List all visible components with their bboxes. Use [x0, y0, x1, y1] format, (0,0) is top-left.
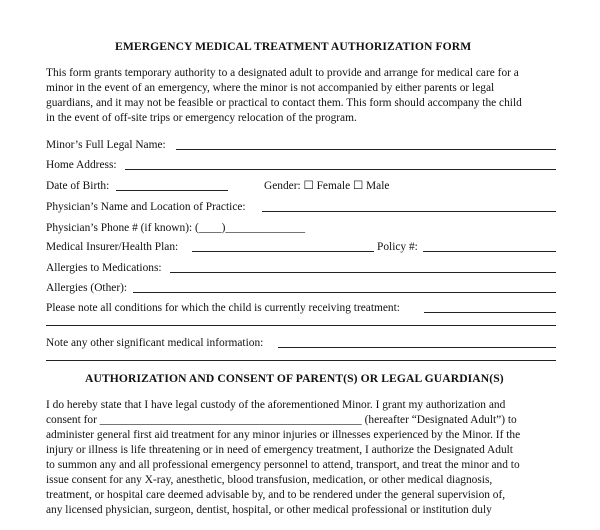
section-title: AUTHORIZATION AND CONSENT OF PARENT(S) OR LEGAL GUARDIAN(S) — [85, 372, 504, 385]
physician-name-label: Physician’s Name and Location of Practice: — [46, 201, 246, 213]
minor-name-line[interactable] — [176, 149, 556, 150]
home-address-label: Home Address: — [46, 159, 117, 171]
other-info-line-2[interactable] — [46, 360, 556, 361]
other-info-line-1[interactable] — [278, 347, 556, 348]
designated-adult-line[interactable]: consent for ______________________________________________ (hereafter “Designated Adult”) to — [46, 414, 517, 426]
consent-line: injury or illness is life threatening or in need of emergency treatment, I authorize the Designated Adult — [46, 444, 513, 456]
consent-line: administer general first aid treatment for any minor injuries or illnesses experienced by the Minor. If the — [46, 429, 521, 441]
gender-options[interactable]: Gender: ☐ Female ☐ Male — [264, 180, 390, 192]
consent-line: any licensed physician, surgeon, dentist, hospital, or other medical professional or institution duly — [46, 504, 492, 516]
consent-line: treatment, or hospital care deemed advisable by, and to be rendered under the general supervision of, — [46, 489, 506, 501]
dob-label: Date of Birth: — [46, 180, 110, 192]
policy-label: Policy #: — [377, 241, 418, 253]
conditions-line-2[interactable] — [46, 325, 556, 326]
insurer-line[interactable] — [192, 251, 374, 252]
allergies-other-label: Allergies (Other): — [46, 282, 128, 294]
intro-line: minor in the event of an emergency, where the minor is not accompanied by either parents or legal — [46, 82, 495, 94]
allergies-other-line[interactable] — [133, 292, 556, 293]
physician-name-line[interactable] — [262, 211, 556, 212]
physician-phone-label[interactable]: Physician’s Phone # (if known): (____)______________ — [46, 222, 306, 234]
other-info-label: Note any other significant medical information: — [46, 337, 264, 349]
conditions-label: Please note all conditions for which the child is currently receiving treatment: — [46, 302, 400, 314]
allergies-meds-label: Allergies to Medications: — [46, 262, 162, 274]
home-address-line[interactable] — [125, 169, 556, 170]
consent-line: issue consent for any X-ray, anesthetic, blood transfusion, medication, or other medical diagnosis, — [46, 474, 493, 486]
minor-name-label: Minor’s Full Legal Name: — [46, 139, 166, 151]
intro-line: guardians, and it may not be feasible or practical to contact them. This form should accompany the child — [46, 97, 522, 109]
consent-line: I do hereby state that I have legal custody of the aforementioned Minor. I grant my authorization and — [46, 399, 506, 411]
form-title: EMERGENCY MEDICAL TREATMENT AUTHORIZATION FORM — [115, 40, 472, 53]
intro-line: This form grants temporary authority to a designated adult to provide and arrange for medical care for a — [46, 67, 519, 79]
consent-line: to summon any and all professional emergency personnel to attend, transport, and treat the minor and to — [46, 459, 520, 471]
conditions-line-1[interactable] — [424, 312, 556, 313]
policy-line[interactable] — [423, 251, 556, 252]
allergies-meds-line[interactable] — [170, 272, 556, 273]
insurer-label: Medical Insurer/Health Plan: — [46, 241, 179, 253]
intro-line: in the event of off-site trips or emergency relocation of the program. — [46, 112, 357, 124]
dob-line[interactable] — [116, 190, 228, 191]
